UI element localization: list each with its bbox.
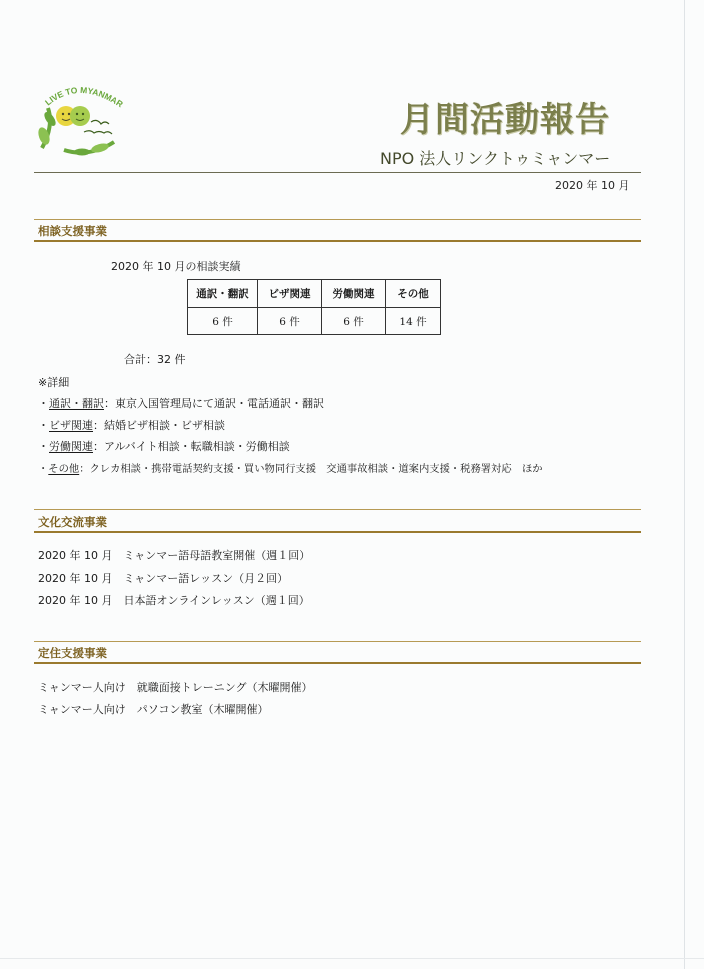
detail-key: 労働関連 — [49, 440, 93, 453]
consultation-table — [187, 279, 441, 335]
consultation-total: 合計：32 件 — [124, 353, 186, 366]
header-divider — [34, 172, 641, 173]
table-cell: 6 件 — [188, 308, 258, 335]
detail-item — [38, 417, 225, 433]
table-header-cell: その他 — [386, 280, 441, 308]
section-rule-top — [34, 219, 641, 220]
organization-logo — [34, 86, 124, 156]
detail-text: ：東京入国管理局にて通訳・電話通訳・翻訳 — [104, 397, 324, 410]
detail-text: ：アルバイト相談・転職相談・労働相談 — [93, 440, 290, 453]
section-rule-top — [34, 641, 641, 642]
table-header-cell: 労働関連 — [322, 280, 386, 308]
page-title: 月間活動報告 — [400, 100, 610, 140]
consultation-heading: 2020 年 10 月の相談実績 — [111, 260, 241, 273]
list-item: 2020 年 10 月 ミャンマー語母語教室開催（週１回） — [38, 549, 311, 562]
section-rule-bottom — [34, 240, 641, 242]
table-header-row — [188, 280, 441, 308]
table-row — [188, 308, 441, 335]
organization-name: NPO 法人リンクトゥミャンマー — [380, 149, 611, 168]
detail-key: 通訳・翻訳 — [49, 397, 104, 410]
table-header-cell: 通訳・翻訳 — [188, 280, 258, 308]
list-item: ミャンマー人向け 就職面接トレーニング（木曜開催） — [38, 681, 313, 694]
detail-item — [38, 438, 290, 454]
table-header-cell: ビザ関連 — [258, 280, 322, 308]
section-title-culture: 文化交流事業 — [38, 515, 107, 529]
section-title-settlement: 定住支援事業 — [38, 646, 107, 660]
detail-text: ：結婚ビザ相談・ビザ相談 — [93, 419, 225, 432]
detail-key: ビザ関連 — [49, 419, 93, 432]
section-rule-bottom — [34, 531, 641, 533]
detail-bullet: ・ — [38, 463, 49, 475]
svg-text:LIVE TO MYANMAR: LIVE TO MYANMAR — [43, 86, 124, 110]
page-edge-bottom — [0, 958, 704, 959]
list-item: 2020 年 10 月 ミャンマー語レッスン（月２回） — [38, 572, 289, 585]
table-cell: 6 件 — [322, 308, 386, 335]
detail-text: ：クレカ相談・携帯電話契約支援・買い物同行支援 交通事故相談・道案内支援・税務署対応 ほか — [79, 463, 543, 475]
list-item: 2020 年 10 月 日本語オンラインレッスン（週１回） — [38, 594, 310, 607]
detail-item — [38, 395, 324, 411]
detail-bullet: ・ — [38, 397, 49, 410]
table-cell: 14 件 — [386, 308, 441, 335]
details-label: ※詳細 — [38, 376, 70, 389]
page-edge — [684, 0, 685, 969]
detail-item — [38, 460, 543, 475]
detail-bullet: ・ — [38, 419, 49, 432]
detail-key: その他 — [48, 463, 80, 475]
section-rule-top — [34, 509, 641, 510]
table-cell: 6 件 — [258, 308, 322, 335]
section-rule-bottom — [34, 662, 641, 664]
list-item: ミャンマー人向け パソコン教室（木曜開催） — [38, 703, 269, 716]
section-title-consultation: 相談支援事業 — [38, 224, 107, 238]
detail-bullet: ・ — [38, 440, 49, 453]
report-date: 2020 年 10 月 — [555, 179, 630, 192]
